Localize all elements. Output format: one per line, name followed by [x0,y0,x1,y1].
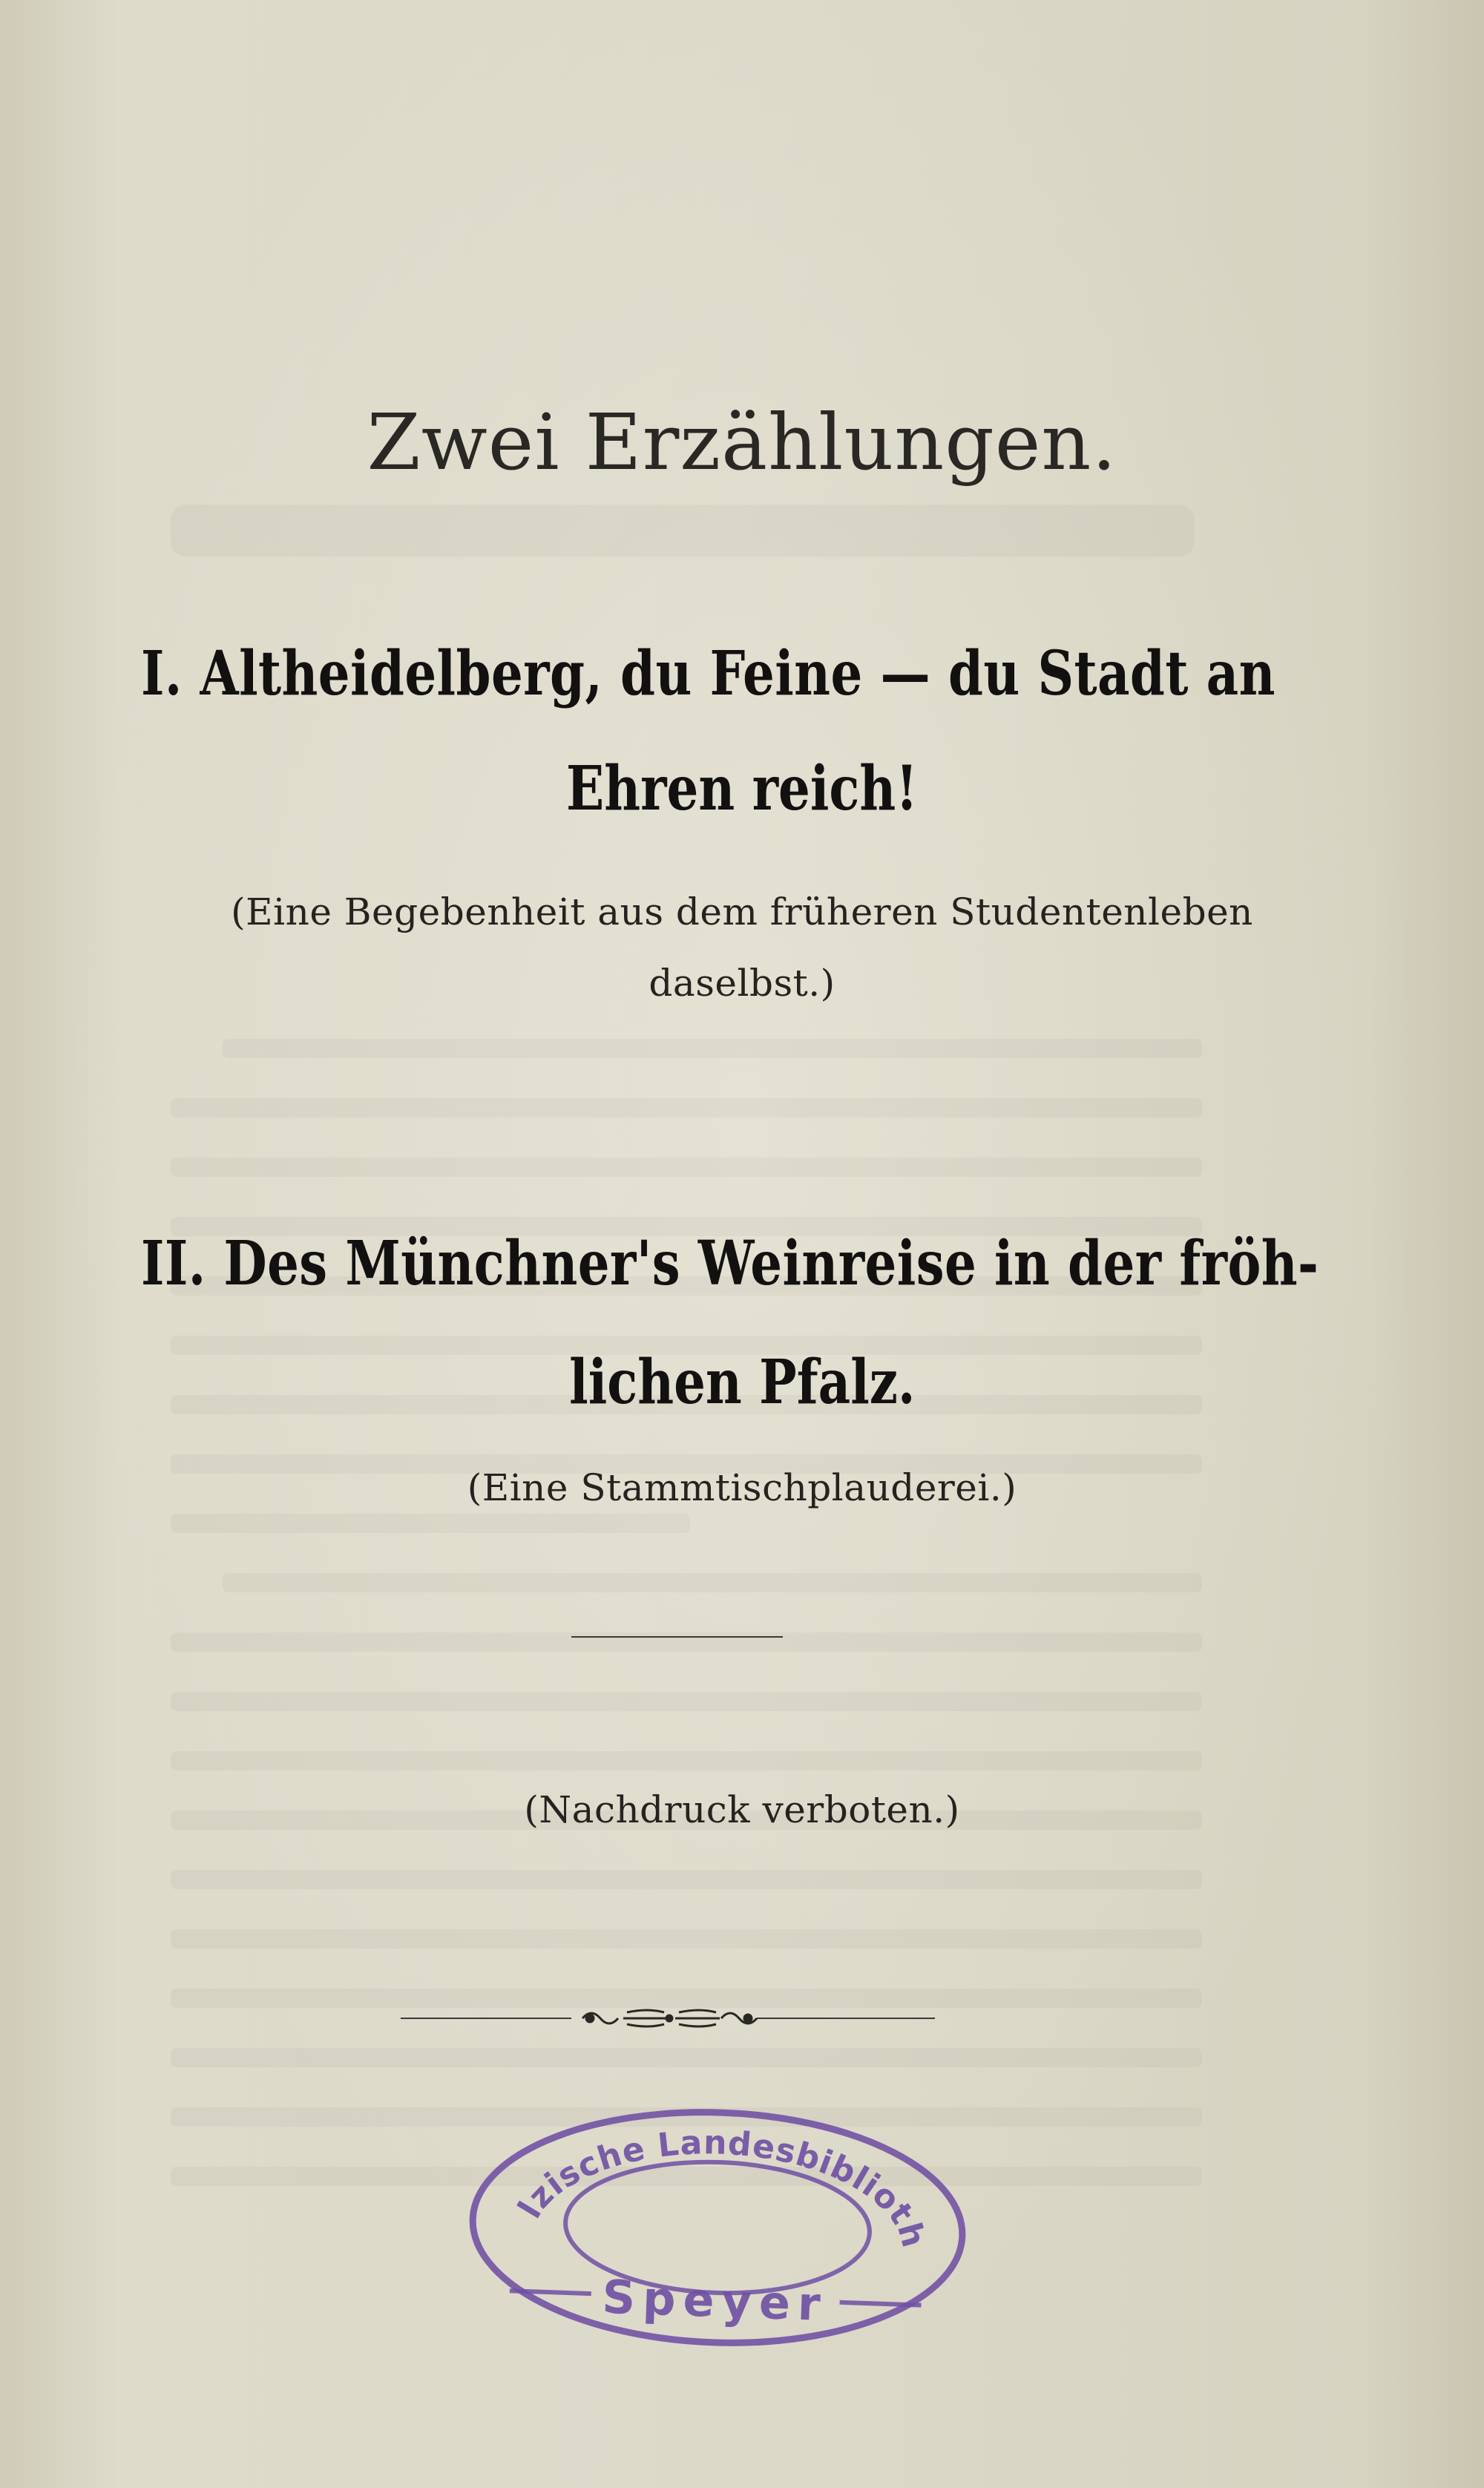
library-stamp [459,2095,976,2361]
stamp-bottom-text: Speyer [601,2269,829,2332]
copyright-notice: (Nachdruck verboten.) [524,1788,960,1831]
library-stamp-graphic [459,2095,976,2361]
story-2-heading-line-1: II. Des Münchner's Weinreise in der fröh- [141,1228,1319,1299]
bleed-through-lines [156,1024,1209,2226]
bleed-through-shadow [156,475,1209,571]
page-title: Zwei Erzählungen. [367,397,1117,488]
story-1-heading-line-2-wrap [0,753,1484,824]
stamp-top-text-path: Pfälzische Landesbibliothek [510,2124,933,2252]
story-1-subtitle-line-2: daselbst.) [649,962,835,1005]
story-2-heading-line-2: lichen Pfalz. [568,1347,916,1418]
stamp-top-text [459,2095,938,2253]
story-1-heading-line-1: I. Altheidelberg, du Feine — du Stadt an [141,638,1275,709]
story-2-subtitle: (Eine Stammtischplauderei.) [467,1466,1017,1509]
story-2-heading-line-2-wrap [0,1347,1484,1418]
stamp-dash-left [510,2291,591,2294]
divider-rule [571,1636,783,1638]
story-1-heading-line-2: Ehren reich! [566,753,918,824]
story-1-subtitle-line-1: (Eine Begebenheit aus dem früheren Studentenleben [231,890,1253,933]
ornament-flourish [582,2010,757,2026]
ornament-divider [401,2003,1113,2033]
stamp-dash-right [840,2302,922,2305]
